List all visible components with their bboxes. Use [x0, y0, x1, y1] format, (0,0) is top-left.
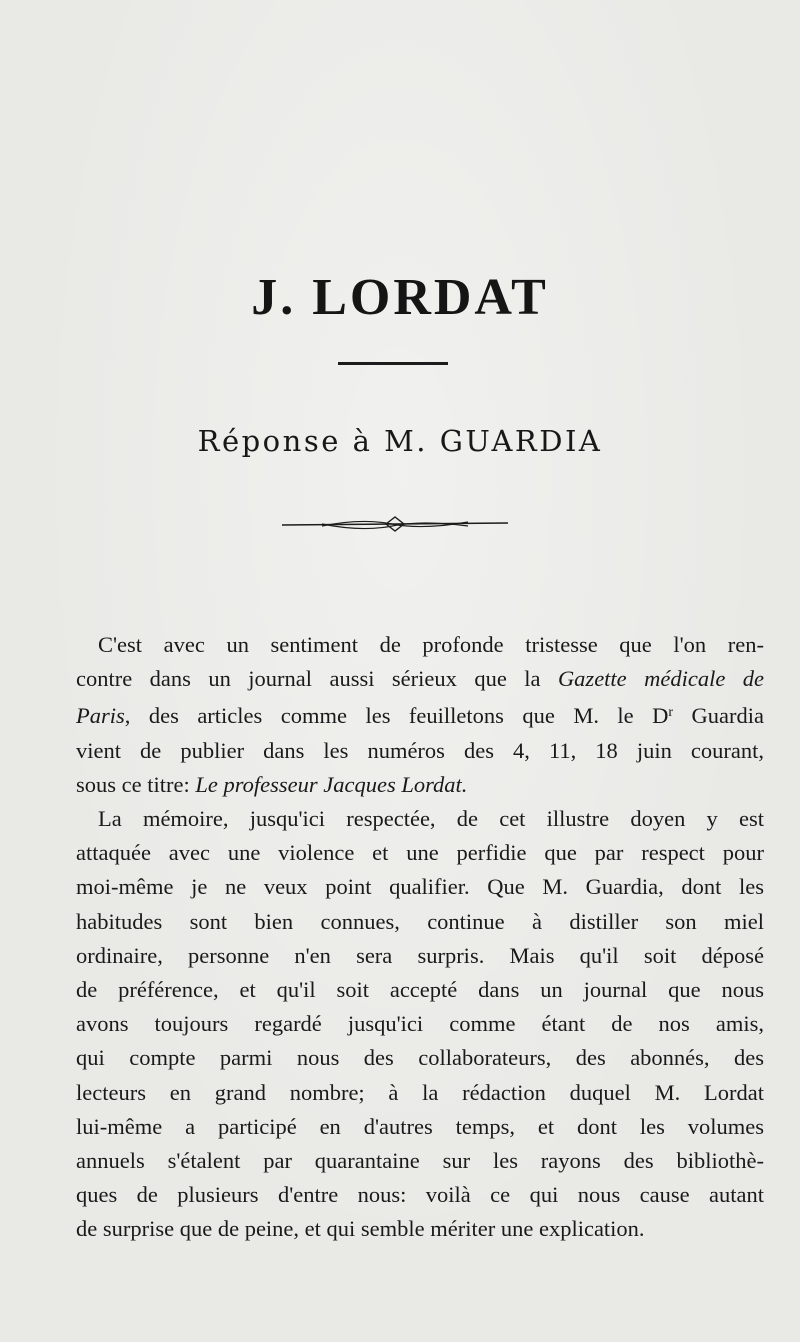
text-line	[76, 1144, 764, 1178]
text-run: Guardia	[673, 703, 764, 729]
text-line	[76, 1041, 764, 1075]
text-run: attaquée avec une violence et une perfidie que par respect pour	[76, 840, 764, 866]
text-line	[76, 802, 764, 836]
text-line	[76, 734, 764, 768]
page-title: J. LORDAT	[251, 269, 549, 326]
text-run: avons toujours regardé jusqu'ici comme étant de nos amis,	[76, 1011, 764, 1037]
text-run: La mémoire, jusqu'ici respectée, de cet illustre doyen y est	[98, 806, 764, 832]
text-run: habitudes sont bien connues, continue à distiller son miel	[76, 908, 764, 934]
italic-text: Paris	[76, 703, 125, 729]
text-run: C'est avec un sentiment de profonde tristesse que l'on ren-	[98, 632, 764, 657]
text-run: , des articles comme les feuilletons que M. le D	[124, 703, 669, 729]
text-line	[76, 905, 764, 939]
text-run: de préférence, et qu'il soit accepté dans un journal que nous	[76, 977, 764, 1003]
text-run: qui compte parmi nous des collaborateurs, des abonnés, des	[76, 1045, 764, 1071]
text-line	[76, 662, 764, 696]
text-run: annuels s'étalent par quarantaine sur les rayons des bibliothè-	[76, 1148, 764, 1174]
text-line	[76, 768, 764, 802]
text-line	[76, 939, 764, 973]
text-line	[76, 1110, 764, 1144]
italic-text: Gazette médicale de	[557, 666, 764, 692]
text-run: vient de publier dans les numéros des 4, 11, 18 juin courant,	[76, 737, 764, 763]
text-line	[76, 1178, 764, 1212]
text-run: ques de plusieurs d'entre nous: voilà ce qui nous cause autant	[76, 1182, 764, 1208]
text-run: de surprise que de peine, et qui semble mériter une explication.	[76, 1216, 645, 1242]
text-line	[76, 1212, 764, 1246]
text-line	[76, 836, 764, 870]
text-line	[76, 696, 764, 733]
text-line	[76, 1076, 764, 1110]
ornamental-divider	[282, 514, 508, 536]
body-text	[76, 628, 764, 1247]
text-line	[76, 628, 764, 662]
text-run: sous ce titre:	[76, 771, 196, 797]
text-line	[76, 1007, 764, 1041]
text-line	[76, 870, 764, 904]
title-rule	[338, 362, 448, 365]
italic-text: Le professeur Jacques Lordat.	[195, 771, 468, 797]
text-run: lecteurs en grand nombre; à la rédaction duquel M. Lordat	[76, 1079, 764, 1105]
text-run: moi-même je ne veux point qualifier. Que M. Guardia, dont les	[76, 874, 764, 900]
text-line	[76, 973, 764, 1007]
text-run: lui-même a participé en d'autres temps, et dont les volumes	[76, 1113, 764, 1139]
page-subtitle: Réponse à M. GUARDIA	[197, 424, 603, 458]
superscript: r	[668, 705, 674, 721]
text-run: contre dans un journal aussi sérieux que la	[76, 666, 558, 692]
text-run: ordinaire, personne n'en sera surpris. Mais qu'il soit déposé	[76, 942, 764, 968]
